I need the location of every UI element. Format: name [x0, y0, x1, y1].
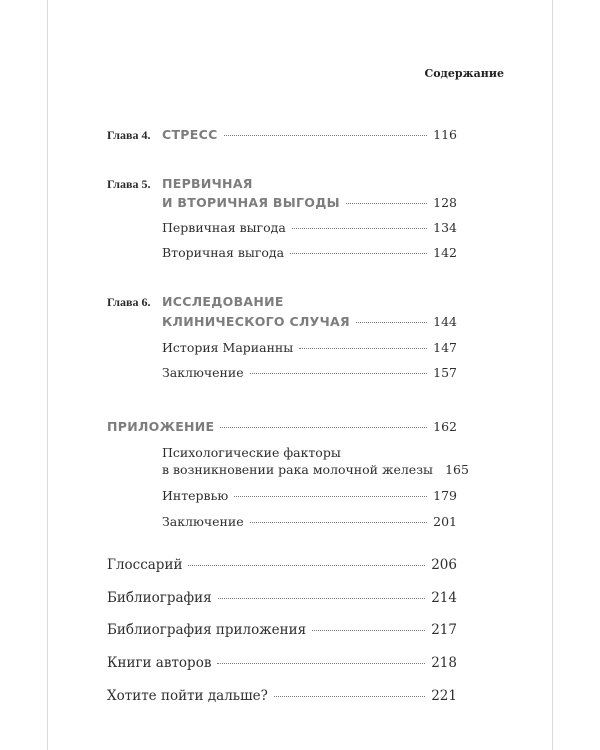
dot-leader [220, 427, 427, 428]
page-number: 221 [431, 688, 457, 704]
dot-leader [224, 135, 427, 136]
toc-entry-chapter-6[interactable] [162, 313, 457, 330]
subentry-title: Заключение [162, 514, 244, 529]
dot-leader [217, 663, 425, 664]
page-number: 179 [433, 488, 457, 503]
chapter-title: СТРЕСС [162, 127, 218, 142]
toc-entry-chapter-4[interactable] [107, 126, 457, 144]
page-number: 165 [445, 462, 469, 477]
toc-subentry[interactable] [162, 487, 457, 504]
page-number: 201 [433, 514, 457, 529]
page-number: 214 [431, 590, 457, 606]
chapter-title-line1: ИССЛЕДОВАНИЕ [162, 294, 284, 309]
subentry-title: Заключение [162, 365, 244, 380]
page-number: 116 [433, 127, 457, 142]
subentry-title: История Марианны [162, 340, 294, 355]
toc-subentry[interactable] [162, 244, 457, 261]
dot-leader [312, 630, 425, 631]
subentry-title: Вторичная выгода [162, 245, 285, 260]
dot-leader [292, 228, 427, 229]
page-number: 147 [433, 340, 457, 355]
subentry-title: Первичная выгода [162, 220, 286, 235]
dot-leader [299, 348, 427, 349]
toc-subentry[interactable] [162, 461, 469, 478]
toc-entry-glossary[interactable] [107, 557, 457, 574]
dot-leader [188, 565, 425, 566]
chapter-label: Глава 6. [107, 295, 151, 309]
toc-subentry[interactable] [162, 513, 457, 530]
toc-subentry[interactable] [162, 364, 457, 381]
toc-entry-chapter-6-head [107, 293, 284, 311]
dot-leader [290, 253, 427, 254]
subentry-title-line2: в возникновении рака молочной железы [162, 462, 433, 477]
toc-entry-chapter-5[interactable] [162, 194, 457, 211]
chapter-label: Глава 5. [107, 177, 151, 191]
subentry-title: Интервью [162, 488, 229, 503]
page-number: 218 [431, 655, 457, 671]
toc-entry-go-further[interactable] [107, 688, 457, 705]
dot-leader [346, 203, 427, 204]
entry-title: Хотите пойти дальше? [107, 688, 268, 704]
toc-entry-author-books[interactable] [107, 655, 457, 672]
dot-leader [250, 522, 427, 523]
dot-leader [274, 696, 425, 697]
page-number: 217 [431, 622, 457, 638]
toc-subentry[interactable] [162, 339, 457, 356]
page-number: 142 [433, 245, 457, 260]
running-head: Содержание [424, 67, 504, 80]
entry-title: Глоссарий [107, 557, 183, 573]
chapter-title-line2: КЛИНИЧЕСКОГО СЛУЧАЯ [162, 314, 350, 329]
chapter-title-line1: ПЕРВИЧНАЯ [162, 176, 253, 191]
dot-leader [234, 496, 427, 497]
toc-entry-appendix-bibliography[interactable] [107, 622, 457, 639]
chapter-label: Глава 4. [107, 128, 151, 142]
page-number: 206 [431, 557, 457, 573]
dot-leader [356, 322, 427, 323]
entry-title: Библиография приложения [107, 622, 307, 638]
chapter-title-line2: И ВТОРИЧНАЯ ВЫГОДЫ [162, 195, 340, 210]
page-number: 157 [433, 365, 457, 380]
subentry-title-line1: Психологические факторы [162, 445, 341, 460]
dot-leader [250, 373, 427, 374]
page-number: 128 [433, 195, 457, 210]
toc-entry-bibliography[interactable] [107, 590, 457, 607]
entry-title: Книги авторов [107, 655, 212, 671]
page-number: 134 [433, 220, 457, 235]
appendix-title: ПРИЛОЖЕНИЕ [107, 419, 215, 434]
page-number: 144 [433, 314, 457, 329]
entry-title: Библиография [107, 590, 212, 606]
toc-entry-appendix[interactable] [107, 418, 457, 435]
toc-entry-chapter-5-head [107, 175, 253, 193]
dot-leader [218, 598, 426, 599]
toc-subentry[interactable] [162, 219, 457, 236]
page-number: 162 [433, 419, 457, 434]
